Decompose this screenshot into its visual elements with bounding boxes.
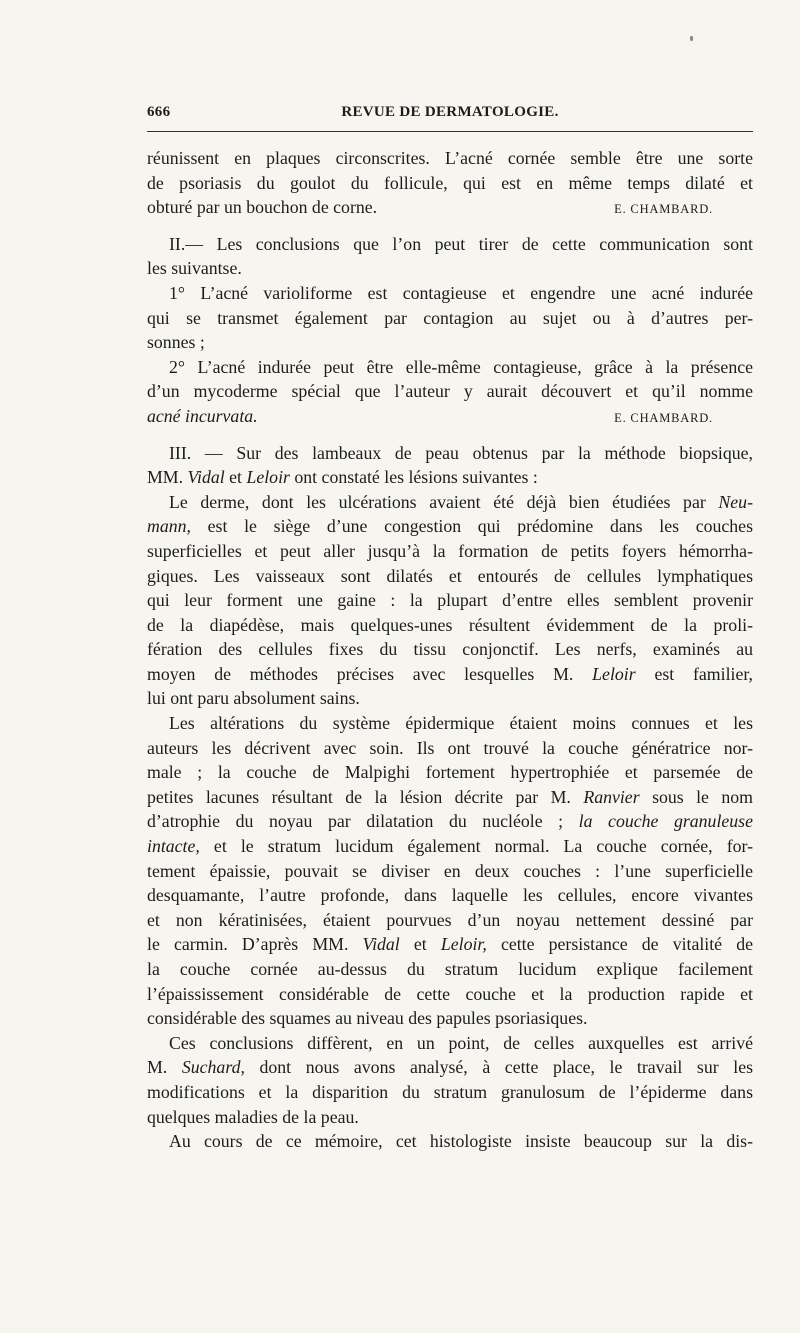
- italic-name: Neu-: [718, 491, 753, 512]
- text-fragment: dont nous avons analysé, à cette place, le travail sur les: [244, 1057, 754, 1078]
- italic-term: intacte,: [147, 836, 200, 857]
- text-line: [147, 785, 753, 810]
- italic-term: acné incurvata.: [147, 405, 258, 426]
- text-line: giques. Les vaisseaux sont dilatés et entourés de cellules lymphatiques: [147, 565, 753, 586]
- text-fragment: et le stratum lucidum également normal. La couche cornée, for-: [199, 836, 753, 857]
- running-header: [147, 100, 753, 130]
- text-line: sonnes ;: [147, 332, 205, 353]
- text-line: [147, 1055, 753, 1080]
- text-fragment: le carmin. D’après MM.: [147, 934, 363, 955]
- print-speck: [690, 36, 693, 41]
- text-line: 2° L’acné indurée peut être elle-même contagieuse, grâce à la présence: [169, 356, 753, 377]
- text-line: II.— Les conclusions que l’on peut tirer de cette communication sont: [169, 233, 753, 254]
- text-line: superficielles et peut aller jusqu’à la formation de petits foyers hémorrha-: [147, 540, 753, 561]
- text-line: les suivantse.: [147, 258, 242, 279]
- italic-term: la couche granuleuse: [578, 811, 753, 832]
- text-line: [147, 662, 753, 687]
- text-line: [147, 932, 753, 957]
- text-fragment: d’atrophie du noyau par dilatation du nucléole ;: [147, 811, 579, 832]
- italic-name: Leloir: [246, 467, 290, 488]
- text-line: considérable des squames au niveau des papules psoriasiques.: [147, 1008, 588, 1029]
- text-fragment: et: [399, 934, 441, 955]
- text-line: lui ont paru absolument sains.: [147, 688, 360, 709]
- text-line: qui leur forment une gaine : la plupart d’entre elles semblent provenir: [147, 590, 753, 611]
- text-line: [147, 809, 753, 834]
- text-line: qui se transmet également par contagion au sujet ou à d’autres per-: [147, 307, 753, 328]
- text-line: quelques maladies de la peau.: [147, 1106, 359, 1127]
- text-fragment: est familier,: [635, 663, 754, 684]
- text-fragment: sous le nom: [639, 786, 754, 807]
- text-line: desquamante, l’autre profonde, dans laquelle les cellules, encore vivantes: [147, 885, 753, 906]
- text-line: male ; la couche de Malpighi fortement hypertrophiée et parsemée de: [147, 762, 753, 783]
- text-line: Les altérations du système épidermique étaient moins connues et les: [169, 713, 753, 734]
- text-fragment: moyen de méthodes précises avec lesquelles M.: [147, 663, 593, 684]
- text-fragment: Le derme, dont les ulcérations avaient été déjà bien étudiées par: [169, 491, 719, 512]
- text-line: [147, 514, 753, 539]
- italic-name: Ranvier: [583, 786, 640, 807]
- text-line: réunissent en plaques circonscrites. L’acné cornée semble être une sorte: [147, 148, 753, 168]
- text-line: Au cours de ce mémoire, cet histologiste insiste beaucoup sur la dis-: [169, 1131, 753, 1152]
- text-line: auteurs les décrivent avec soin. Ils ont trouvé la couche génératrice nor-: [147, 737, 753, 758]
- text-fragment: obturé par un bouchon de corne.: [147, 197, 378, 218]
- text-line: tement épaissie, pouvait se diviser en deux couches : l’une superficielle: [147, 860, 753, 881]
- text-line: la couche cornée au-dessus du stratum lucidum explique facilement: [147, 959, 753, 979]
- text-line: d’un mycoderme spécial que l’auteur y aurait découvert et qu’il nomme: [147, 381, 753, 402]
- author-signature: E. CHAMBARD.: [614, 410, 713, 425]
- text-fragment: cette persistance de vitalité de: [486, 934, 753, 955]
- text-line: fération des cellules fixes du tissu conjonctif. Les nerfs, examinés au: [147, 639, 753, 660]
- text-line: l’épaississement considérable de cette couche et la production rapide et: [147, 983, 753, 1004]
- italic-name: Leloir: [592, 663, 636, 684]
- text-fragment: ont constaté les lésions suivantes :: [289, 467, 538, 488]
- italic-name: Suchard,: [181, 1057, 245, 1078]
- text-line: de la diapédèse, mais quelques-unes résultent évidemment de la proli-: [147, 614, 753, 635]
- text-line: [147, 490, 753, 515]
- text-line: et non kératinisées, étaient pourvues d’un noyau nettement dessiné par: [147, 909, 753, 930]
- text-line: modifications et la disparition du stratum granulosum de l’épiderme dans: [147, 1081, 753, 1102]
- text-line: [147, 834, 753, 859]
- text-fragment: M.: [147, 1057, 182, 1078]
- text-fragment: MM.: [147, 467, 188, 488]
- journal-title: REVUE DE DERMATOLOGIE.: [341, 104, 559, 120]
- text-fragment: petites lacunes résultant de la lésion décrite par M.: [147, 786, 584, 807]
- page-body: [147, 146, 753, 1154]
- text-line: [147, 465, 753, 490]
- header-rule: [147, 131, 753, 132]
- text-fragment: et: [224, 467, 247, 488]
- italic-name: Vidal: [362, 934, 400, 955]
- text-line: III. — Sur des lambeaux de peau obtenus par la méthode biopsique,: [169, 442, 753, 463]
- italic-name: mann,: [147, 516, 191, 537]
- text-fragment: est le siège d’une congestion qui prédomine dans les couches: [190, 516, 753, 537]
- text-line: Ces conclusions diffèrent, en un point, de celles auxquelles est arrivé: [169, 1032, 753, 1053]
- page-number: 666: [147, 104, 171, 120]
- text-line: [147, 404, 753, 429]
- text-line: [147, 195, 753, 220]
- italic-name: Vidal: [187, 467, 225, 488]
- author-signature: E. CHAMBARD.: [614, 202, 713, 217]
- text-line: de psoriasis du goulot du follicule, qui est en même temps dilaté et: [147, 172, 753, 193]
- text-line: 1° L’acné varioliforme est contagieuse et engendre une acné indurée: [169, 282, 753, 303]
- italic-name: Leloir,: [440, 934, 487, 955]
